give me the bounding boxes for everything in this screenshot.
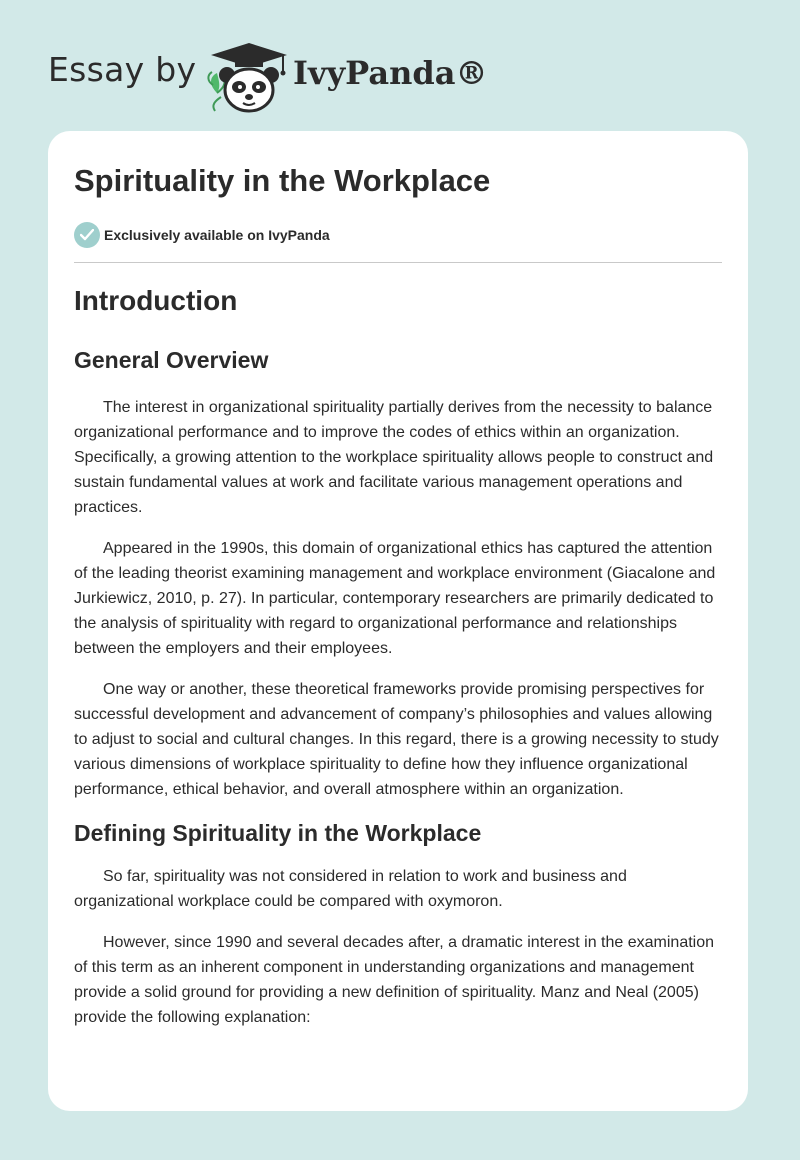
paragraph: So far, spirituality was not considered in relation to work and business and organizational workplace could be compared with oxymoron. bbox=[74, 868, 627, 910]
paragraph: Appeared in the 1990s, this domain of organizational ethics has captured the attention of the leading theorist examining management and workplace environment (Giacalone and Jurkiewicz, 2010, p. 27). In particular, contemporary researchers are primarily dedicated to the analysis of spirituality with regard to organizational performance and relationships between the employers and their employees. bbox=[74, 540, 716, 657]
panda-graduate-icon[interactable] bbox=[203, 35, 293, 115]
paragraph: However, since 1990 and several decades after, a dramatic interest in the examination of this term as an inherent component in understanding organizations and management provide a solid ground for providing a new definition of spirituality. Manz and Neal (2005) provide the following explanation: bbox=[74, 934, 715, 1026]
essay-content bbox=[74, 281, 724, 1030]
essay-card bbox=[48, 131, 748, 1111]
exclusive-label: Exclusively available on IvyPanda bbox=[104, 227, 330, 243]
subheading-general-overview: General Overview bbox=[74, 347, 269, 373]
site-header bbox=[48, 30, 548, 110]
check-circle-icon bbox=[74, 222, 100, 248]
section-heading-introduction: Introduction bbox=[74, 285, 238, 316]
exclusive-badge bbox=[74, 222, 330, 248]
brand-logo-text[interactable]: IvyPanda® bbox=[293, 54, 488, 92]
page-title: Spirituality in the Workplace bbox=[74, 163, 491, 198]
paragraph: One way or another, these theoretical frameworks provide promising perspectives for successful development and advancement of company’s philosophies and values allowing to adjust to social and cultural changes. In this regard, there is a growing necessity to study various dimensions of workplace spirituality to define how they influence organizational performance, ethical behavior, and overall atmosphere within an organization. bbox=[74, 681, 719, 798]
divider bbox=[74, 262, 722, 263]
paragraph: The interest in organizational spirituality partially derives from the necessity to balance organizational performance and to improve the codes of ethics within an organization. Specifically, a growing attention to the workplace spirituality allows people to construct and sustain fundamental values at work and facilitate various management operations and practices. bbox=[74, 399, 714, 516]
subheading-defining-spirituality: Defining Spirituality in the Workplace bbox=[74, 820, 482, 846]
essay-by-label: Essay by bbox=[48, 50, 197, 89]
